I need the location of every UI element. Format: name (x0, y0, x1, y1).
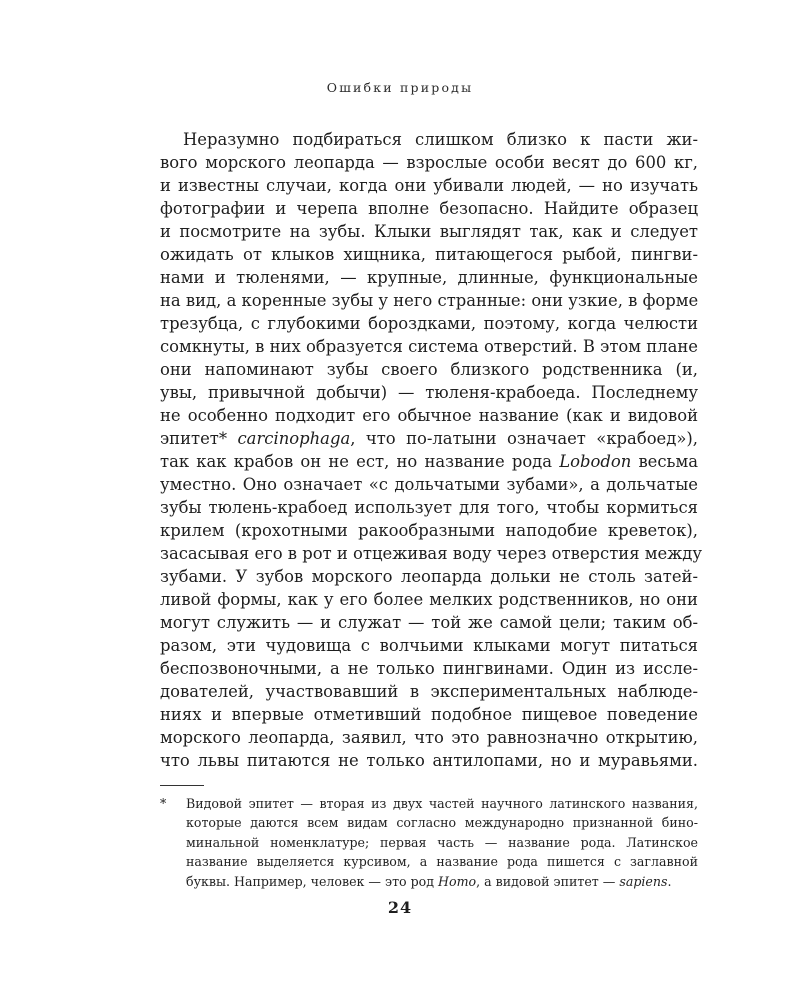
body-line: они напоминают зубы своего близкого родственника (и, (160, 360, 698, 379)
body-line: на вид, а коренные зубы у него странные: они узкие, в форме (160, 291, 699, 310)
body-line: сомкнуты, в них образуется система отверстий. В этом плане (160, 337, 698, 356)
footnote-line: название выделяется курсивом, а название рода пишется с заглавной (186, 854, 698, 870)
line-segment: весьма (631, 452, 698, 471)
footnote-line: минальной номенклатуре; первая часть — название рода. Латинское (186, 834, 698, 850)
body-line: ожидать от клыков хищника, питающегося рыбой, пингви- (160, 245, 698, 264)
page-number: 24 (387, 898, 413, 917)
line-segment: эпитет* (160, 429, 238, 448)
body-line: нами и тюленями, — крупные, длинные, функциональные (160, 268, 698, 287)
body-line: уместно. Оно означает «с дольчатыми зубами», а дольчатые (160, 475, 698, 494)
body-line: зубы тюлень-крабоед использует для того, чтобы кормиться (160, 498, 698, 517)
genus-name: Lobodon (559, 452, 632, 471)
species-epithet: sapiens (619, 873, 668, 889)
line-segment: так как крабов он не ест, но название рода (160, 452, 560, 471)
body-line: трезубца, с глубокими бороздками, поэтому, когда челюсти (160, 314, 698, 333)
body-line: и известны случаи, когда они убивали людей, — но изучать (160, 176, 698, 195)
footnote-text (186, 794, 698, 891)
body-line: крилем (крохотными ракообразными наподобие креветок), (160, 521, 698, 540)
body-line: что львы питаются не только антилопами, но и муравьями. (160, 751, 698, 770)
species-epithet: carcinophaga (237, 429, 351, 448)
body-line: морского леопарда, заявил, что это равнозначно открытию, (160, 728, 698, 747)
body-line: ниях и впервые отметивший подобное пищевое поведение (160, 705, 698, 724)
body-line: зубами. У зубов морского леопарда дольки не столь затей- (160, 567, 698, 586)
line-segment: , что по-латыни означает «крабоед»), (350, 429, 698, 448)
running-head: Ошибки природы (326, 80, 474, 95)
line-segment: , а видовой эпитет — (476, 873, 620, 889)
line-segment: . (667, 873, 672, 889)
body-line: засасывая его в рот и отцеживая воду через отверстия между (160, 544, 703, 563)
footnote (160, 794, 700, 891)
line-segment: буквы. Например, человек — это род (186, 873, 439, 889)
body-line: и посмотрите на зубы. Клыки выглядят так, как и следует (160, 222, 698, 241)
body-line: Неразумно подбираться слишком близко к пасти жи- (183, 130, 698, 149)
body-line: дователей, участвовавший в экспериментальных наблюде- (160, 682, 698, 701)
body-line (160, 427, 698, 450)
body-line: не особенно подходит его обычное название (как и видовой (160, 406, 698, 425)
body-line: разом, эти чудовища с волчьими клыками могут питаться (160, 636, 698, 655)
footnote-rule (160, 785, 204, 786)
body-line: увы, привычной добычи) — тюленя-крабоеда. Последнему (160, 383, 698, 402)
body-text (160, 128, 703, 772)
footnote-line (186, 872, 698, 891)
body-line: ливой формы, как у его более мелких родственников, но они (160, 590, 698, 609)
body-line: вого морского леопарда — взрослые особи весят до 600 кг, (160, 153, 698, 172)
body-line: беспозвоночными, а не только пингвинами. Один из иссле- (160, 659, 698, 678)
footnote-marker: * (160, 796, 167, 811)
body-line (160, 450, 698, 473)
body-line: могут служить — и служат — той же самой цели; таким об- (160, 613, 698, 632)
body-line: фотографии и черепа вполне безопасно. Найдите образец (160, 199, 698, 218)
genus-name: Homo (438, 873, 477, 889)
footnote-line: Видовой эпитет — вторая из двух частей научного латинского названия, (186, 796, 698, 811)
footnote-line: которые даются всем видам согласно международно признанной бино- (186, 815, 698, 831)
